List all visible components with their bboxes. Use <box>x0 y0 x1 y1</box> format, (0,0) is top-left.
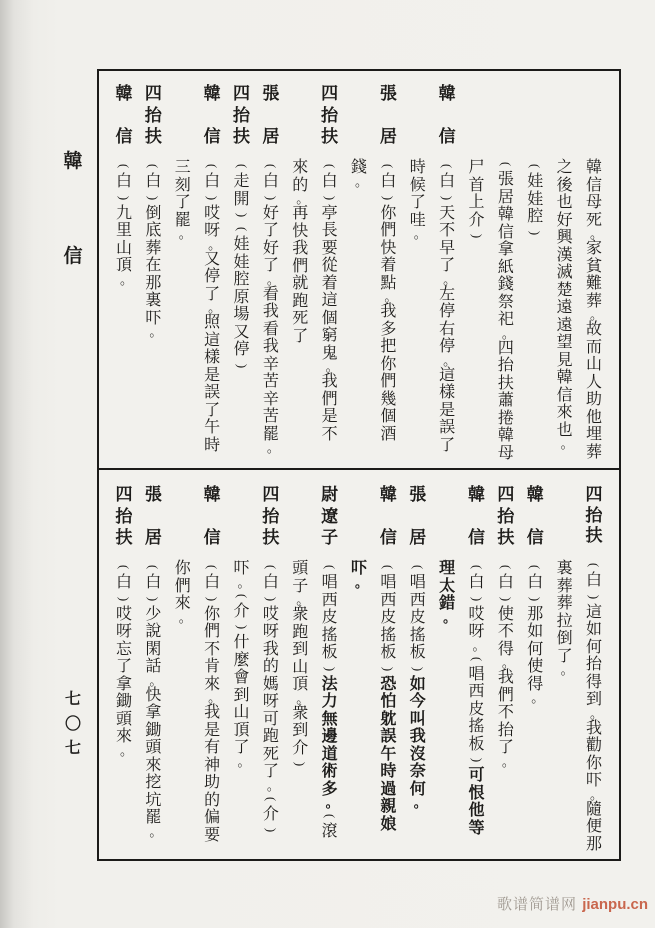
watermark-site-name: 歌谱简谱网 <box>497 896 578 913</box>
dialogue-text: ( 白 ) 哎 呀 我 的 媽 呀 可 跑 死 了 。 ( 介 ) <box>262 564 280 833</box>
speaker-name: 張 居 <box>409 485 427 547</box>
speaker-name: 韓 信 <box>203 84 221 146</box>
script-top-section <box>99 71 619 470</box>
dialogue-text: ( 白 ) 你 們 不 肯 來 。 我 是 有 神 助 的 偏 要 <box>204 564 222 844</box>
script-column-speech <box>496 485 516 853</box>
dialogue-text: ( 白 ) 哎 呀 忘 了 拿 鋤 頭 來 。 <box>115 564 133 758</box>
script-column-continuation <box>173 84 193 462</box>
dialogue-text: ( 白 ) 亭 長 要 從 着 這 個 窮 鬼 。 我 們 是 不 <box>321 163 339 443</box>
script-column-continuation <box>290 84 310 462</box>
speaker-name: 韓 信 <box>438 84 456 146</box>
dialogue-text: ( 唱 西 皮 搖 板 ) 法 力 無 邊 道 術 多 。 ( 滾 <box>321 564 339 840</box>
script-column-continuation <box>349 485 369 853</box>
script-column-speech <box>143 485 163 853</box>
dialogue-text: ( 白 ) 好 了 好 了 。 看 我 看 我 辛 苦 辛 苦 罷 。 <box>262 163 280 455</box>
speaker-name: 張 居 <box>144 485 162 547</box>
dialogue-text: 錢 。 <box>350 159 368 189</box>
script-bottom-section <box>99 470 619 859</box>
script-column-speech <box>261 84 281 462</box>
dialogue-text: ( 白 ) 少 說 閑 話 。 快 拿 鋤 頭 來 挖 坑 罷 。 <box>145 564 163 839</box>
dialogue-text: 之 後 也 好 興 漢 滅 楚 遠 遠 望 見 韓 信 來 也 。 <box>556 159 574 451</box>
script-column-speech <box>320 84 340 462</box>
speaker-name-empty <box>408 84 428 146</box>
script-column-continuation <box>408 84 428 462</box>
script-column-continuation <box>555 84 575 462</box>
script-column-speech <box>261 485 281 853</box>
dialogue-text: ( 娃 娃 腔 ) <box>527 163 544 235</box>
speaker-name: 尉 遼 子 <box>321 485 339 547</box>
script-column-continuation <box>290 485 310 853</box>
page-number: 七 〇 七 <box>64 691 81 757</box>
page-frame <box>97 69 621 861</box>
speaker-name: 四 抬 扶 <box>321 84 339 146</box>
script-column-speech <box>114 485 134 853</box>
dialogue-text: 理 太 錯 。 <box>439 560 457 625</box>
speaker-name-empty <box>467 84 487 146</box>
speaker-name: 張 居 <box>262 84 280 146</box>
speaker-name-empty <box>290 84 310 146</box>
script-column-continuation <box>437 485 457 853</box>
speaker-name-empty <box>173 485 193 547</box>
script-column-speech <box>202 485 222 853</box>
dialogue-text: ( 白 ) 哎 呀 。 ( 唱 西 皮 搖 板 ) 可 恨 他 等 <box>468 564 486 837</box>
speaker-name: 四 抬 扶 <box>262 485 280 547</box>
script-column-continuation <box>232 485 252 853</box>
speaker-name: 韓 信 <box>526 485 544 547</box>
script-column-continuation <box>525 84 545 462</box>
dialogue-text: 尸 首 上 介 ) <box>468 159 485 239</box>
dialogue-text: ( 白 ) 你 們 快 着 點 。 我 多 把 你 們 幾 個 酒 <box>380 163 398 443</box>
speaker-name-empty <box>290 485 310 547</box>
speaker-name-empty <box>525 84 545 146</box>
speaker-name: 四 抬 扶 <box>115 485 133 547</box>
speaker-name-empty <box>555 485 575 547</box>
dialogue-text: ( 白 ) 那 如 何 使 得 。 <box>527 564 545 705</box>
speaker-name-empty <box>496 84 516 144</box>
dialogue-text: 你 們 來 。 <box>174 560 192 625</box>
dialogue-text: ( 白 ) 這 如 何 抬 得 到 。 我 勸 你 吓 。 隨 便 那 <box>585 562 603 853</box>
speaker-name: 四 抬 扶 <box>585 485 603 545</box>
speaker-name: 四 抬 扶 <box>233 84 250 146</box>
script-column-speech <box>378 84 398 462</box>
script-column-speech <box>232 84 252 462</box>
script-column-speech <box>437 84 457 462</box>
margin-title: 韓 信 <box>63 151 83 267</box>
script-column-continuation <box>584 84 604 462</box>
script-column-speech <box>320 485 340 853</box>
dialogue-text: 時 候 了 哇 。 <box>409 159 427 241</box>
dialogue-text: ( 白 ) 哎 呀 。 又 停 了 。 照 這 樣 是 誤 了 午 時 <box>204 163 222 454</box>
speaker-name: 四 抬 扶 <box>497 485 515 547</box>
speaker-name: 韓 信 <box>379 485 397 547</box>
script-column-speech <box>202 84 222 462</box>
dialogue-text: ( 白 ) 使 不 得 。 我 們 不 抬 了 。 <box>497 564 515 769</box>
speaker-name-empty <box>232 485 252 547</box>
script-column-continuation <box>496 84 516 462</box>
speaker-name: 韓 信 <box>468 485 485 547</box>
script-column-speech <box>467 485 487 853</box>
speaker-name-empty <box>437 485 457 547</box>
speaker-name: 韓 信 <box>115 84 133 146</box>
script-column-speech <box>114 84 134 462</box>
dialogue-text: ( 唱 西 皮 搖 板 ) 如 今 叫 我 沒 奈 何 。 <box>409 564 427 810</box>
watermark <box>497 893 648 914</box>
dialogue-text: 來 的 。 再 快 我 們 就 跑 死 了 <box>292 159 310 345</box>
dialogue-text: 吓 。 <box>350 560 368 590</box>
dialogue-text: 三 刻 了 罷 。 <box>174 159 192 241</box>
dialogue-text: ( 走 開 ) ( 娃 娃 腔 原 場 又 停 ) <box>233 163 250 368</box>
dialogue-text: ( 白 ) 天 不 早 了 。 左 停 右 停 。 這 樣 是 誤 了 <box>439 163 457 454</box>
speaker-name-empty <box>349 84 369 146</box>
script-column-speech <box>143 84 163 462</box>
dialogue-text: 頭 子 。 衆 跑 到 山 頂 。 衆 到 介 ) <box>292 560 310 767</box>
script-column-continuation <box>173 485 193 853</box>
dialogue-text: 韓 信 母 死 。 家 貧 難 葬 。 故 而 山 人 助 他 埋 葬 <box>585 159 603 461</box>
script-column-speech <box>584 485 604 853</box>
speaker-name-empty <box>173 84 193 146</box>
speaker-name: 韓 信 <box>203 485 221 547</box>
dialogue-text: 吓 。 ( 介 ) 什 麼 會 到 山 頂 了 。 <box>233 560 251 769</box>
speaker-name-empty <box>349 485 369 547</box>
dialogue-text: ( 張 居 韓 信 拿 紙 錢 祭 祀 。 四 抬 扶 蕭 捲 韓 母 <box>497 161 515 462</box>
dialogue-text: 裏 葬 葬 拉 倒 了 。 <box>556 560 574 677</box>
script-column-speech <box>408 485 428 853</box>
dialogue-text: ( 白 ) 九 里 山 頂 。 <box>115 163 133 287</box>
script-column-continuation <box>555 485 575 853</box>
script-column-continuation <box>467 84 487 462</box>
script-column-continuation <box>349 84 369 462</box>
speaker-name-empty <box>584 84 604 146</box>
watermark-link[interactable]: jianpu.cn <box>582 896 649 913</box>
dialogue-text: ( 白 ) 倒 底 葬 在 那 裏 吓 。 <box>145 163 163 339</box>
dialogue-text: ( 唱 西 皮 搖 板 ) 恐 怕 躭 誤 午 時 過 親 娘 <box>380 564 397 833</box>
script-column-speech <box>378 485 398 853</box>
speaker-name: 四 抬 扶 <box>144 84 162 146</box>
speaker-name-empty <box>555 84 575 146</box>
script-column-speech <box>525 485 545 853</box>
speaker-name: 張 居 <box>379 84 397 146</box>
